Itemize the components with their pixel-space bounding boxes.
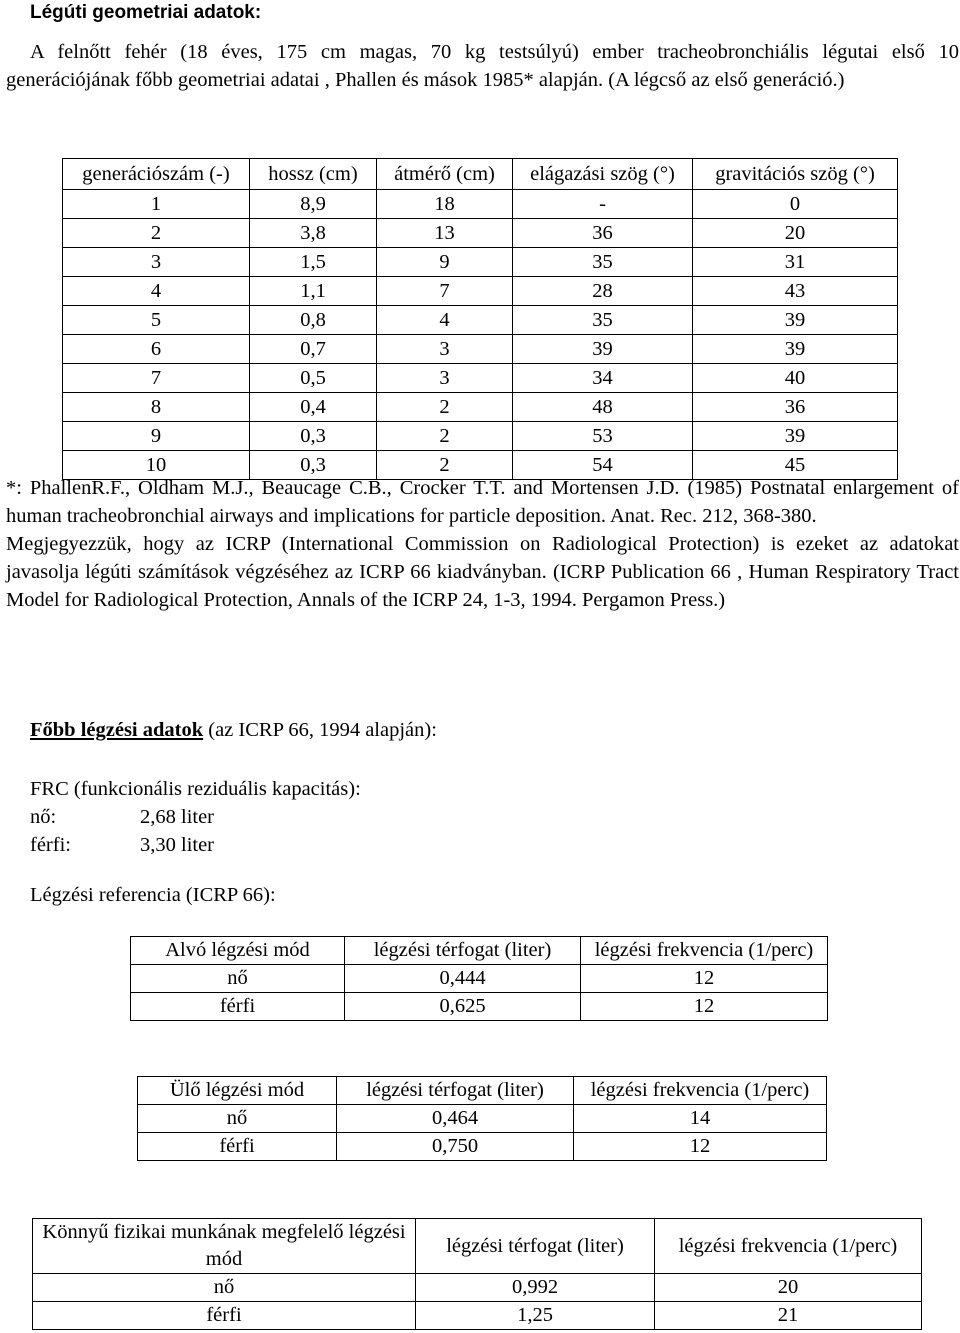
table-cell: 1,1 [250, 277, 377, 306]
table-body [63, 190, 898, 480]
column-header: légzési frekvencia (1/perc) [581, 937, 828, 965]
table-cell: 7 [63, 364, 250, 393]
table-row [33, 1302, 922, 1330]
table-cell: 8 [63, 393, 250, 422]
table-cell: 0,3 [250, 422, 377, 451]
table-cell: 3,8 [250, 219, 377, 248]
table-cell: 5 [63, 306, 250, 335]
table-cell: 20 [655, 1274, 922, 1302]
table-cell: 0,464 [337, 1105, 574, 1133]
table-header-row [33, 1219, 922, 1274]
table-cell: férfi [131, 993, 345, 1021]
column-header: gravitációs szög (°) [693, 159, 898, 190]
table-cell: 39 [513, 335, 693, 364]
table-row [63, 364, 898, 393]
table-cell: 36 [513, 219, 693, 248]
table-cell: nő [131, 965, 345, 993]
airway-geometry-table [62, 158, 898, 480]
table-cell: 8,9 [250, 190, 377, 219]
table-cell: 28 [513, 277, 693, 306]
table-cell: 36 [693, 393, 898, 422]
heading-rest: (az ICRP 66, 1994 alapján): [203, 719, 437, 741]
table-cell: nő [138, 1105, 337, 1133]
table-cell: 0,4 [250, 393, 377, 422]
table-row [63, 393, 898, 422]
table-cell: 45 [693, 451, 898, 480]
table-header-row [138, 1077, 827, 1105]
table-row [138, 1133, 827, 1161]
table-cell: 0,750 [337, 1133, 574, 1161]
table-row [63, 306, 898, 335]
table-cell: 9 [377, 248, 513, 277]
intro-paragraph [6, 38, 959, 94]
column-header: légzési térfogat (liter) [337, 1077, 574, 1105]
table-cell: 12 [581, 965, 828, 993]
column-header: Alvó légzési mód [131, 937, 345, 965]
table-row [63, 190, 898, 219]
table-cell: 43 [693, 277, 898, 306]
section-title: Légúti geometriai adatok: [30, 2, 262, 23]
table-cell: férfi [33, 1302, 416, 1330]
column-header: Könnyű fizikai munkának megfelelő légzési mód [33, 1219, 416, 1274]
table-cell: 12 [574, 1133, 827, 1161]
frc-value: 2,68 liter [140, 806, 215, 828]
table-cell: 4 [377, 306, 513, 335]
table-cell: 13 [377, 219, 513, 248]
reference-citation: *: PhallenR.F., Oldham M.J., Beaucage C.B., Crocker T.T. and Mortensen J.D. (1985) Postnatal enlargement of human tracheobronchial airways and implications for particle deposition. Anat. Rec. 212, 368-380. [6, 477, 959, 527]
icrp-note: Megjegyezzük, hogy az ICRP (International Commission on Radiological Protection) is ezeket az adatokat javasolja légúti számítások végzéséhez az ICRP 66 kiadványban. (ICRP Publication 66 , Human Respiratory Tract Model for Radiological Protection, Annals of the ICRP 24, 1-3, 1994. Pergamon Press.) [6, 533, 959, 611]
breathing-data-heading [30, 719, 437, 742]
table-cell: 35 [513, 248, 693, 277]
table-row [63, 219, 898, 248]
table-cell: 10 [63, 451, 250, 480]
table-cell: 18 [377, 190, 513, 219]
table-cell: 2 [377, 451, 513, 480]
table-row [63, 335, 898, 364]
table-cell: férfi [138, 1133, 337, 1161]
table-header-row [131, 937, 828, 965]
table-cell: 2 [377, 393, 513, 422]
table-row [63, 277, 898, 306]
table-cell: 2 [377, 422, 513, 451]
table-cell: 3 [377, 364, 513, 393]
table-cell: 2 [63, 219, 250, 248]
table-row [33, 1274, 922, 1302]
column-header: átmérő (cm) [377, 159, 513, 190]
heading-bold: Főbb légzési adatok [30, 719, 204, 741]
frc-row [30, 803, 361, 831]
column-header: generációszám (-) [63, 159, 250, 190]
table-row [138, 1105, 827, 1133]
table-cell: 54 [513, 451, 693, 480]
table-header-row [63, 159, 898, 190]
table-cell: 48 [513, 393, 693, 422]
frc-key: nő: [30, 806, 57, 828]
breathing-reference-label: Légzési referencia (ICRP 66): [30, 884, 276, 906]
table-cell: 7 [377, 277, 513, 306]
table-row [63, 248, 898, 277]
column-header: légzési frekvencia (1/perc) [655, 1219, 922, 1274]
table-cell: nő [33, 1274, 416, 1302]
table-cell: 1 [63, 190, 250, 219]
column-header: elágazási szög (°) [513, 159, 693, 190]
column-header: légzési térfogat (liter) [416, 1219, 655, 1274]
table-cell: 6 [63, 335, 250, 364]
column-header: Ülő légzési mód [138, 1077, 337, 1105]
table-cell: 20 [693, 219, 898, 248]
frc-row [30, 831, 361, 859]
table-cell: 1,25 [416, 1302, 655, 1330]
table-cell: 39 [693, 335, 898, 364]
table-cell: 0 [693, 190, 898, 219]
table-row [131, 965, 828, 993]
table-cell: 34 [513, 364, 693, 393]
table-cell: 31 [693, 248, 898, 277]
sleeping-breathing-table [130, 936, 828, 1021]
frc-block [30, 775, 361, 859]
table-cell: 21 [655, 1302, 922, 1330]
table-cell: 0,992 [416, 1274, 655, 1302]
table-cell: - [513, 190, 693, 219]
table-cell: 0,625 [345, 993, 581, 1021]
table-cell: 39 [693, 306, 898, 335]
table-cell: 0,3 [250, 451, 377, 480]
sitting-breathing-table [137, 1076, 827, 1161]
light-exercise-breathing-table [32, 1218, 922, 1330]
table-cell: 53 [513, 422, 693, 451]
table-cell: 0,5 [250, 364, 377, 393]
frc-key: férfi: [30, 834, 71, 856]
table-cell: 9 [63, 422, 250, 451]
reference-block [6, 474, 959, 614]
table-cell: 1,5 [250, 248, 377, 277]
table-cell: 39 [693, 422, 898, 451]
table-cell: 0,444 [345, 965, 581, 993]
table-cell: 3 [377, 335, 513, 364]
table-cell: 35 [513, 306, 693, 335]
table-cell: 4 [63, 277, 250, 306]
column-header: hossz (cm) [250, 159, 377, 190]
column-header: légzési térfogat (liter) [345, 937, 581, 965]
table-cell: 14 [574, 1105, 827, 1133]
table-row [63, 422, 898, 451]
table-cell: 3 [63, 248, 250, 277]
table-cell: 0,7 [250, 335, 377, 364]
table-row [131, 993, 828, 1021]
column-header: légzési frekvencia (1/perc) [574, 1077, 827, 1105]
frc-value: 3,30 liter [140, 834, 215, 856]
frc-label: FRC (funkcionális reziduális kapacitás): [30, 778, 361, 800]
table-cell: 12 [581, 993, 828, 1021]
table-cell: 0,8 [250, 306, 377, 335]
intro-text: A felnőtt fehér (18 éves, 175 cm magas, 70 kg testsúlyú) ember tracheobronchiális légutai első 10 generációjának főbb geometriai adatai , Phallen és mások 1985* alapján. (A légcső az első generáció.) [6, 41, 959, 91]
table-cell: 40 [693, 364, 898, 393]
